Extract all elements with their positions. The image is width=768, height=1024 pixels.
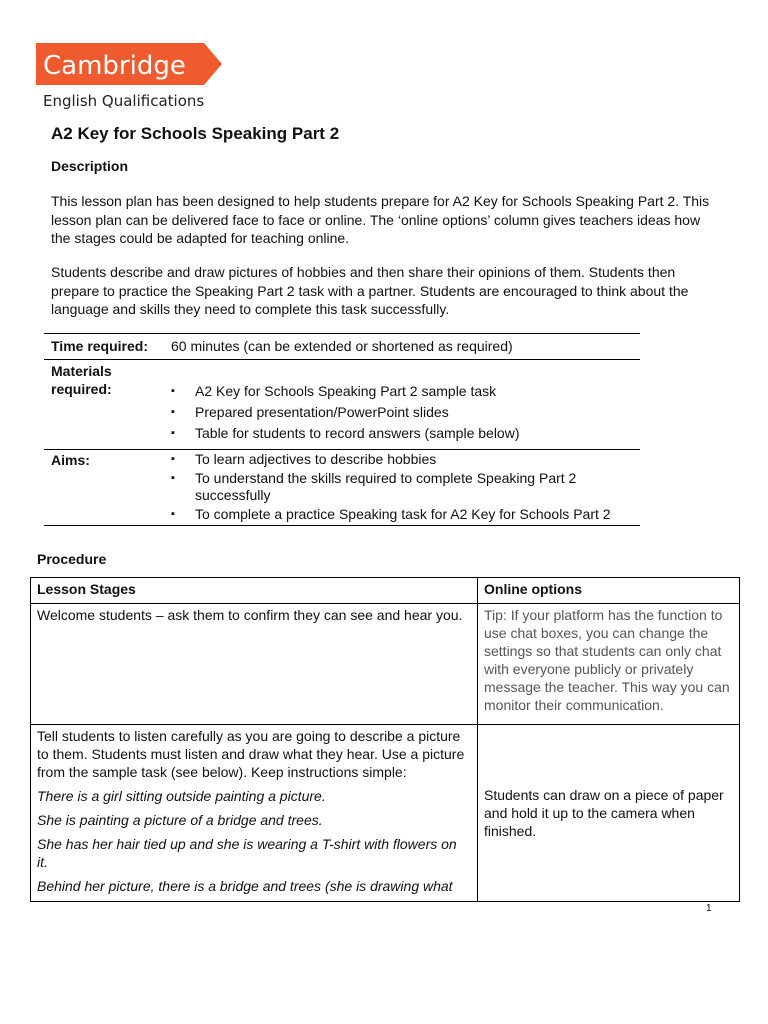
time-label: Time required: (51, 338, 148, 354)
brand-name: Cambridge (43, 51, 186, 81)
cambridge-logo (36, 43, 222, 85)
list-item: ▪ Table for students to record answers (sample below) (171, 425, 641, 442)
table-row (31, 604, 740, 725)
table-row (31, 725, 740, 902)
brand-subtitle: English Qualifications (43, 92, 205, 110)
description-line: She has her hair tied up and she is wearing a T-shirt with flowers on it. (37, 836, 457, 870)
procedure-heading: Procedure (37, 551, 107, 567)
procedure-table (30, 577, 740, 902)
stage-intro: Tell students to listen carefully as you are going to describe a picture to them. Students must listen and draw what they hear. Use a picture from the sample task (see below). Keep instructions simple: (37, 728, 465, 780)
column-header-lesson-stages: Lesson Stages (31, 578, 478, 604)
online-cell: Tip: If your platform has the function to use chat boxes, you can change the settings so that students can only chat with everyone publicly or privately message the teacher. This way you can monitor their communication. (478, 604, 740, 725)
materials-list (171, 383, 641, 442)
list-item: ▪ To understand the skills required to complete Speaking Part 2 successfully (171, 470, 641, 504)
time-value: 60 minutes (can be extended or shortened as required) (171, 338, 513, 354)
materials-label-line-2: required: (51, 381, 112, 397)
aims-label: Aims: (51, 452, 90, 468)
description-heading: Description (51, 158, 129, 174)
info-table-top-border (44, 333, 640, 334)
info-table-bottom-border (44, 525, 640, 526)
column-header-online-options: Online options (478, 578, 740, 604)
stage-cell: Welcome students – ask them to confirm they can see and hear you. (31, 604, 478, 725)
table-header-row (31, 578, 740, 604)
description-line: She is painting a picture of a bridge and trees. (37, 812, 323, 828)
list-item: ▪ A2 Key for Schools Speaking Part 2 sample task (171, 383, 641, 400)
aims-list (171, 451, 641, 523)
list-item: ▪ To complete a practice Speaking task for A2 Key for Schools Part 2 (171, 506, 641, 523)
description-line: Behind her picture, there is a bridge and trees (she is drawing what (37, 878, 453, 894)
materials-label (51, 362, 112, 398)
info-table-divider (44, 359, 640, 360)
page-title: A2 Key for Schools Speaking Part 2 (51, 124, 340, 143)
stage-cell (31, 725, 478, 902)
description-para-2: Students describe and draw pictures of hobbies and then share their opinions of them. Students then prepare to practice the Speaking Part 2 task with a partner. Students are encouraged to think about the language and skills they need to complete this task successfully. (51, 264, 689, 317)
list-item: ▪ Prepared presentation/PowerPoint slides (171, 404, 641, 421)
materials-label-line-1: Materials (51, 363, 112, 379)
description-line: There is a girl sitting outside painting a picture. (37, 788, 326, 804)
description-para-1: This lesson plan has been designed to help students prepare for A2 Key for Schools Speaking Part 2. This lesson plan can be delivered face to face or online. The ‘online options’ column gives teachers ideas how the stages could be adapted for teaching online. (51, 193, 710, 246)
info-table-divider (44, 449, 640, 450)
page-number: 1 (706, 903, 712, 914)
online-cell: Students can draw on a piece of paper and hold it up to the camera when finished. (478, 725, 740, 902)
list-item: ▪ To learn adjectives to describe hobbies (171, 451, 641, 468)
